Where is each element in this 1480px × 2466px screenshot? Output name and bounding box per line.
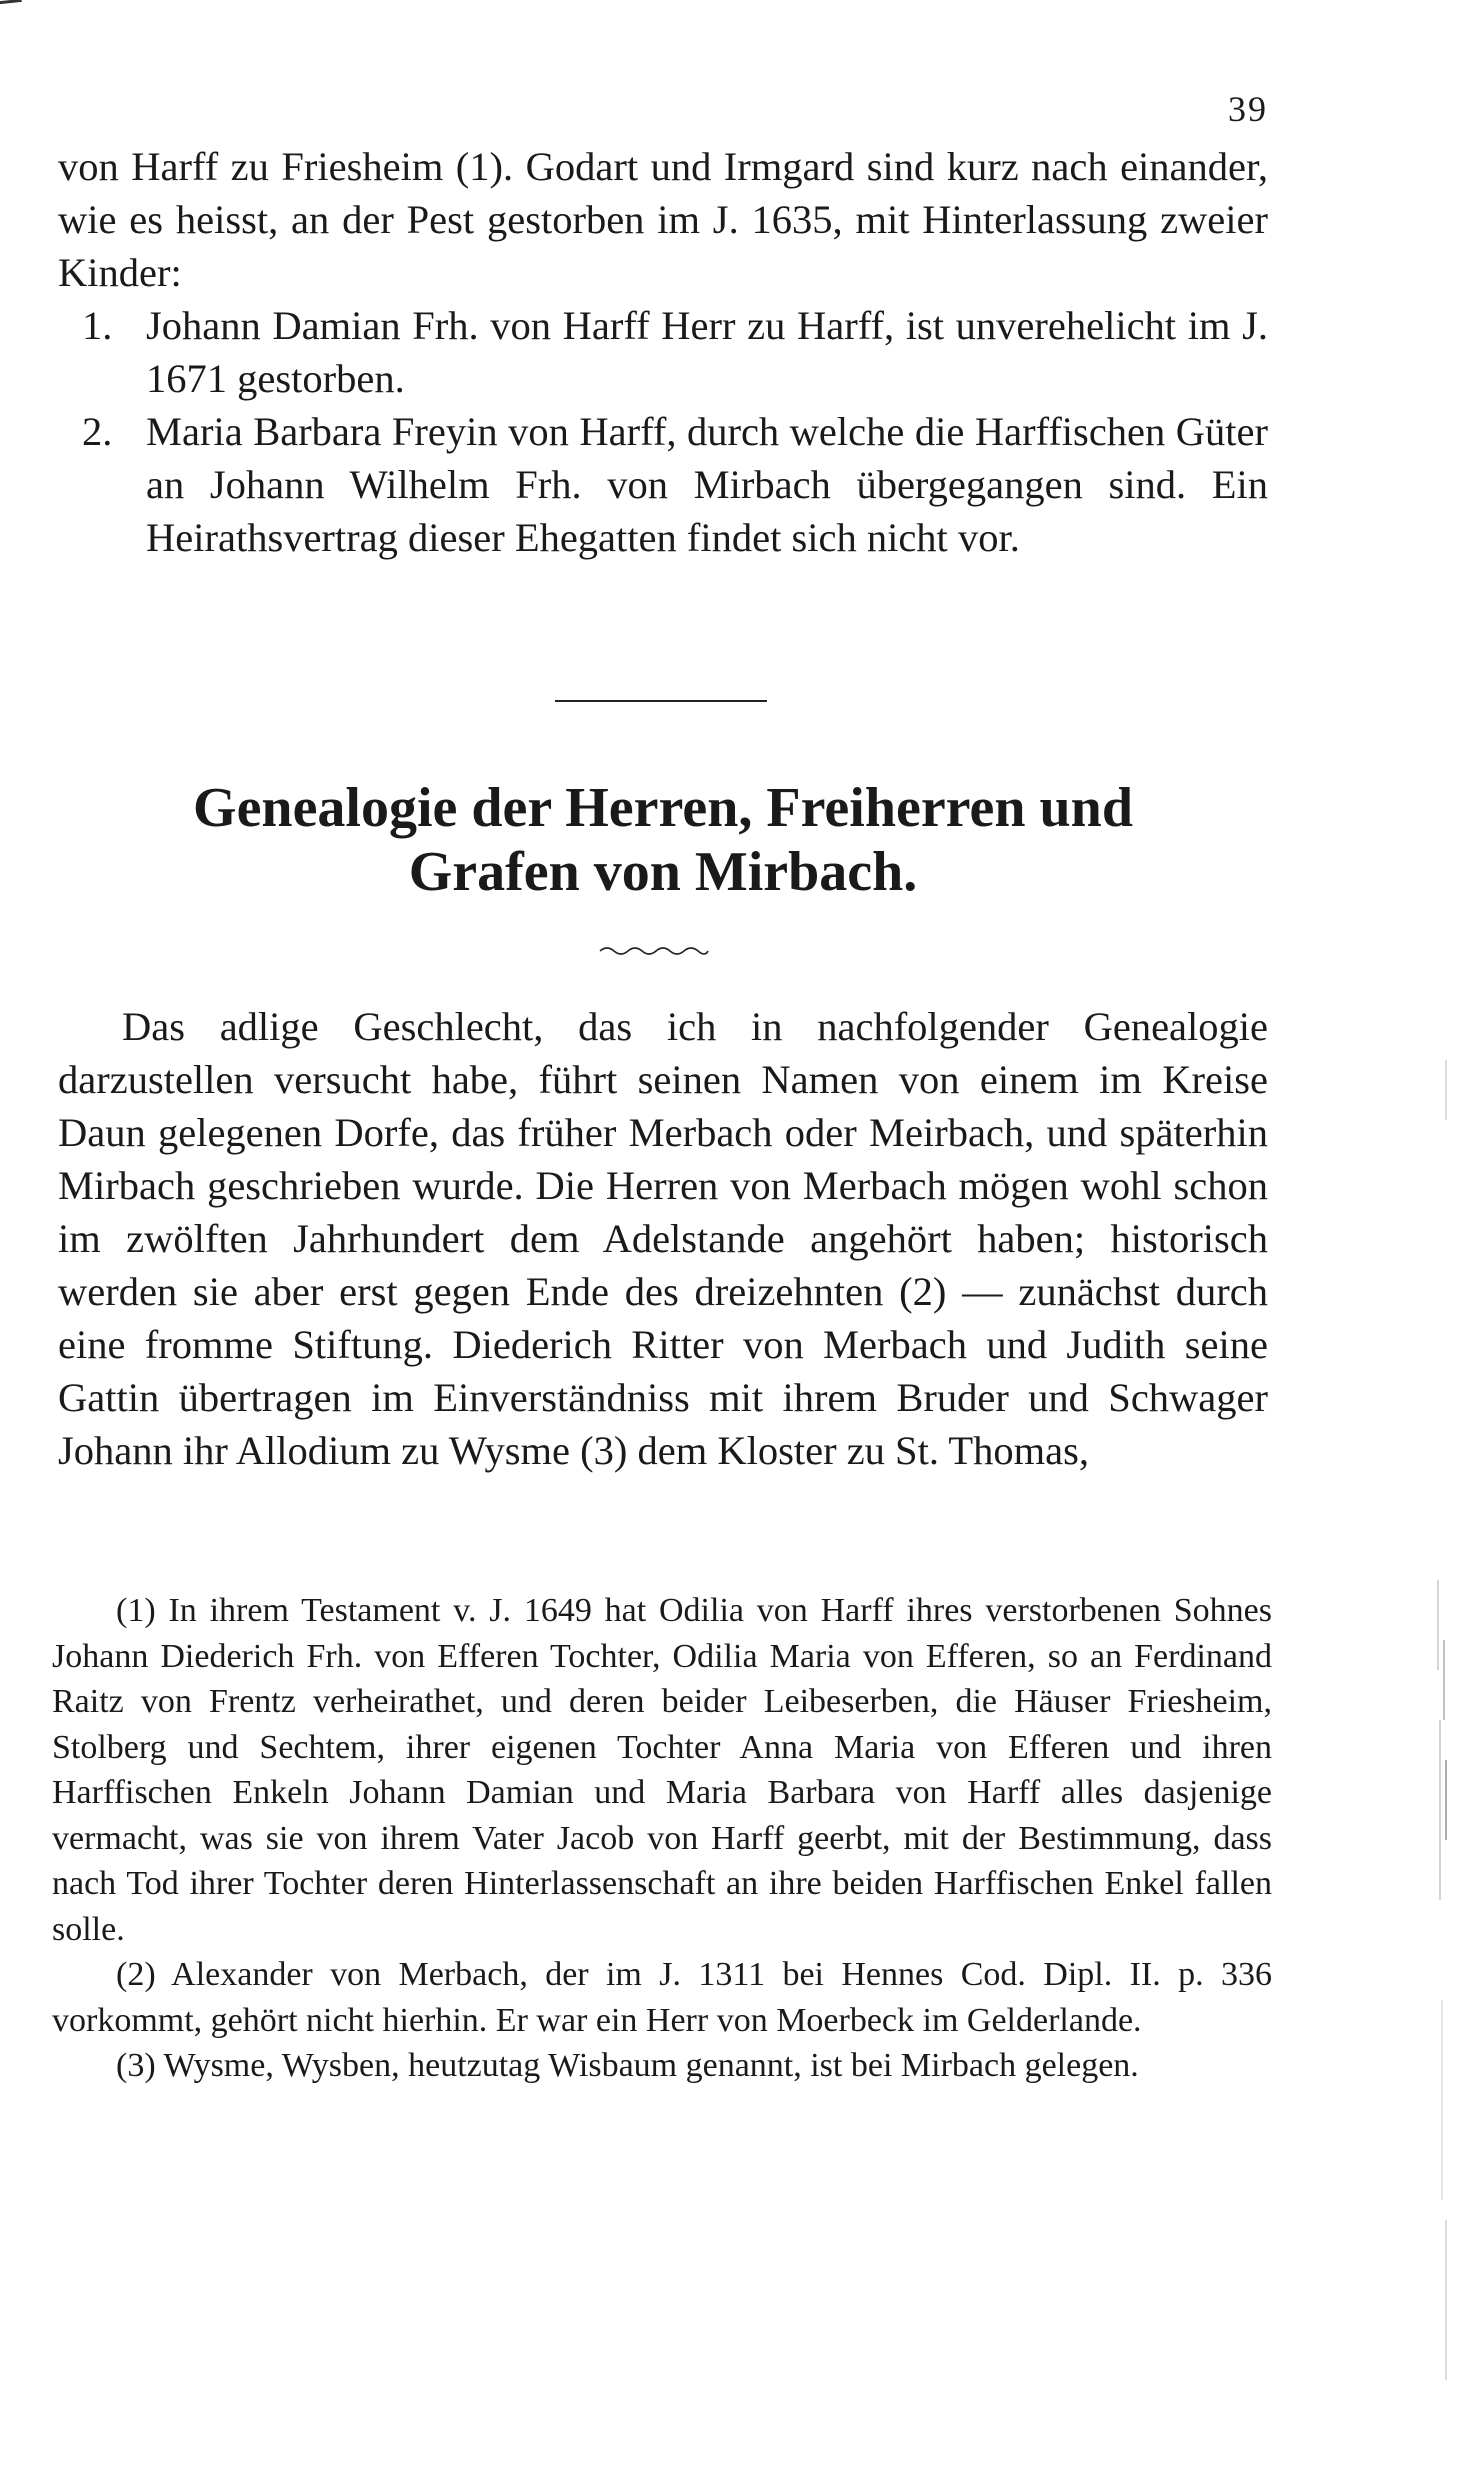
footnote-1: (1) In ihrem Testament v. J. 1649 hat Odilia von Harff ihres verstorbenen Sohnes Johann Diederich Frh. von Efferen Tochter, Odilia Maria von Efferen, so an Ferdinand Raitz von Frentz verheirathet, und deren beider Leibeserben, die Häuser Friesheim, Stolberg und Sechtem, ihrer eigenen Tochter Anna Maria von Efferen und ihren Harffischen Enkeln Johann Damian und Maria Barbara von Harff alles dasjenige vermacht, was sie von ihrem Vater Jacob von Harff geerbt, mit der Bestimmung, dass nach Tod ihrer Tochter deren Hinterlassenschaft an ihre beiden Harffischen Enkel fallen solle. xyxy=(52,1592,1272,1948)
section-divider xyxy=(555,700,767,702)
list-number: 2. xyxy=(82,409,113,454)
intro-paragraph: von Harff zu Friesheim (1). Godart und Irmgard sind kurz nach einander, wie es heisst, an der Pest gestorben im J. 1635, mit Hinterlassung zweier Kinder: xyxy=(58,144,1268,295)
intro-section xyxy=(58,140,1268,564)
footnote-3: (3) Wysme, Wysben, heutzutag Wisbaum genannt, ist bei Mirbach gelegen. xyxy=(116,2047,1139,2084)
list-item-2 xyxy=(58,405,1268,564)
list-text: Maria Barbara Freyin von Harff, durch welche die Harffischen Güter an Johann Wilhelm Frh. von Mirbach übergegangen sind. Ein Heirathsvertrag dieser Ehegatten findet sich nicht vor. xyxy=(146,409,1268,560)
main-paragraph: Das adlige Geschlecht, das ich in nachfolgender Genealogie darzustellen versucht habe, führt seinen Namen von einem im Kreise Daun gelegenen Dorfe, das früher Merbach oder Meirbach, und späterhin Mirbach geschrieben wurde. Die Herren von Merbach mögen wohl schon im zwölften Jahrhundert dem Adelstande angehört haben; historisch werden sie aber erst gegen Ende des dreizehnten (2) — zunächst durch eine fromme Stiftung. Diederich Ritter von Merbach und Judith seine Gattin übertragen im Einverständniss mit ihrem Bruder und Schwager Johann ihr Allodium zu Wysme (3) dem Kloster zu St. Thomas, xyxy=(58,1004,1268,1473)
corner-scan-mark xyxy=(0,0,22,10)
scan-edge-marks xyxy=(1410,200,1470,2400)
footnote-2: (2) Alexander von Merbach, der im J. 1311 bei Hennes Cod. Dipl. II. p. 336 vorkommt, gehört nicht hierhin. Er war ein Herr von Moerbeck im Gelderlande. xyxy=(52,1956,1272,2039)
footnotes xyxy=(52,1588,1272,2089)
list-item-1 xyxy=(58,299,1268,405)
ornament-squiggle xyxy=(598,944,710,958)
list-text: Johann Damian Frh. von Harff Herr zu Harff, ist unverehelicht im J. 1671 gestorben. xyxy=(146,303,1268,401)
heading-line-2: Grafen von Mirbach. xyxy=(408,841,918,903)
page-number: 39 xyxy=(1228,89,1268,129)
list-number: 1. xyxy=(82,303,113,348)
chapter-heading xyxy=(58,776,1268,904)
main-section xyxy=(58,1000,1268,1477)
heading-line-1: Genealogie der Herren, Freiherren und xyxy=(193,777,1133,839)
